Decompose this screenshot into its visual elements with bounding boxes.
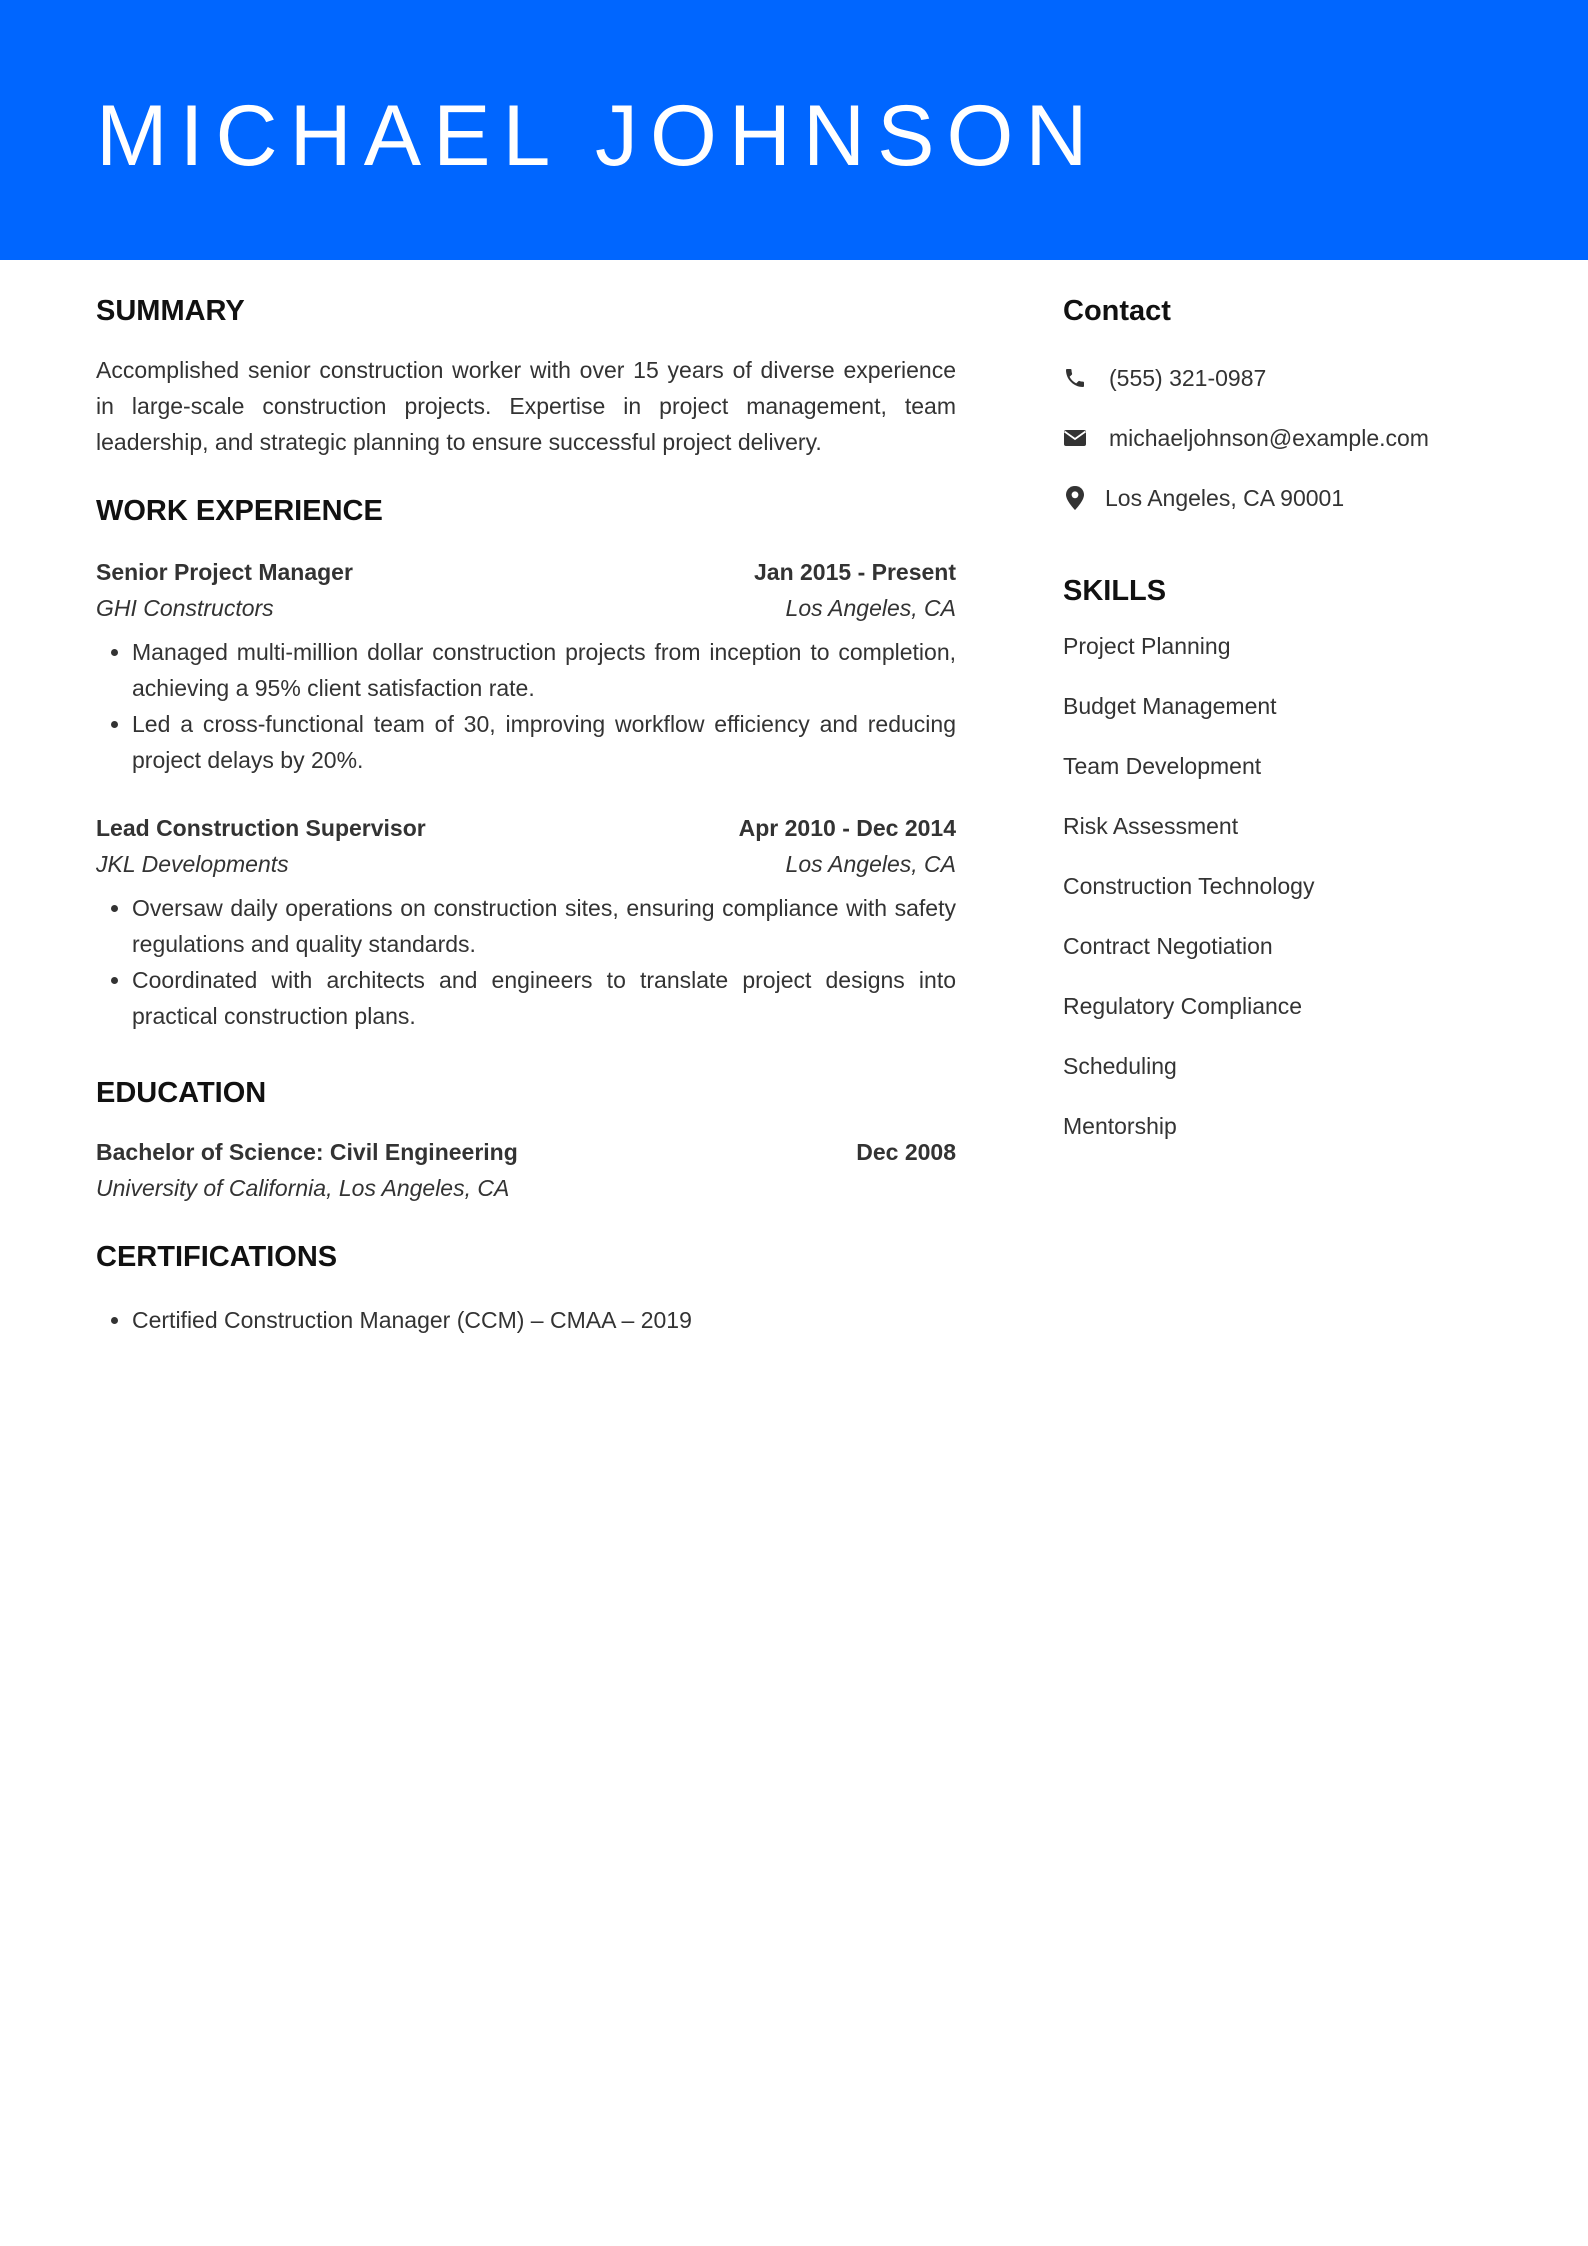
job-company: GHI Constructors bbox=[96, 595, 274, 621]
contact-heading: Contact bbox=[1063, 295, 1171, 327]
contact-email bbox=[1063, 420, 1503, 456]
job-bullet: • Oversaw daily operations on construction sites, ensuring compliance with safety regulations and quality standards. bbox=[132, 890, 956, 962]
skill-item: Scheduling bbox=[1063, 1053, 1177, 1079]
contact-phone-text: (555) 321-0987 bbox=[1109, 365, 1267, 391]
skill-item: Construction Technology bbox=[1063, 873, 1315, 899]
job-title: Lead Construction Supervisor bbox=[96, 815, 426, 841]
contact-location-text: Los Angeles, CA 90001 bbox=[1105, 485, 1345, 511]
job-entry bbox=[96, 554, 956, 778]
skill-item: Regulatory Compliance bbox=[1063, 993, 1303, 1019]
envelope-icon bbox=[1063, 426, 1087, 450]
education-school: University of California, Los Angeles, CA bbox=[96, 1175, 510, 1201]
job-title: Senior Project Manager bbox=[96, 559, 353, 585]
skill-item: Contract Negotiation bbox=[1063, 933, 1273, 959]
contact-location bbox=[1063, 480, 1503, 516]
certifications-heading: CERTIFICATIONS bbox=[96, 1241, 338, 1273]
phone-icon bbox=[1063, 366, 1087, 390]
summary-text: Accomplished senior construction worker with over 15 years of diverse experience in large-scale construction projects. Expertise in project management, team leadership, and strategic planning to ensure successful project delivery. bbox=[96, 357, 956, 455]
summary-heading: SUMMARY bbox=[96, 295, 245, 327]
job-entry bbox=[96, 810, 956, 1034]
certification-item: • Certified Construction Manager (CCM) – CMAA – 2019 bbox=[132, 1302, 956, 1338]
education-heading: EDUCATION bbox=[96, 1077, 267, 1109]
job-dates: Jan 2015 - Present bbox=[753, 559, 956, 585]
education-entry bbox=[96, 1134, 956, 1206]
header-banner bbox=[0, 0, 1588, 260]
skills-list bbox=[1063, 628, 1503, 1144]
candidate-name: MICHAEL JOHNSON bbox=[96, 88, 1100, 184]
job-bullets bbox=[96, 890, 956, 1034]
job-bullets bbox=[96, 634, 956, 778]
job-location: Los Angeles, CA bbox=[785, 851, 956, 877]
skill-item: Risk Assessment bbox=[1063, 813, 1239, 839]
skill-item: Team Development bbox=[1063, 753, 1262, 779]
contact-phone bbox=[1063, 360, 1503, 396]
job-bullet: • Led a cross-functional team of 30, improving workflow efficiency and reducing project delays by 20%. bbox=[132, 706, 956, 778]
job-dates: Apr 2010 - Dec 2014 bbox=[738, 815, 956, 841]
skill-item: Budget Management bbox=[1063, 693, 1277, 719]
skills-heading: SKILLS bbox=[1063, 575, 1167, 607]
main-column bbox=[96, 290, 956, 1338]
education-date: Dec 2008 bbox=[856, 1139, 956, 1165]
contact-email-text: michaeljohnson@example.com bbox=[1109, 425, 1429, 451]
contact-list bbox=[1063, 360, 1503, 516]
skill-item: Project Planning bbox=[1063, 633, 1231, 659]
education-degree: Bachelor of Science: Civil Engineering bbox=[96, 1139, 518, 1165]
job-company: JKL Developments bbox=[96, 851, 289, 877]
map-pin-icon bbox=[1063, 486, 1087, 510]
job-bullet: • Coordinated with architects and engineers to translate project designs into practical construction plans. bbox=[132, 962, 956, 1034]
certifications-list bbox=[96, 1302, 956, 1338]
work-experience-heading: WORK EXPERIENCE bbox=[96, 495, 383, 527]
sidebar-column bbox=[1063, 290, 1503, 1168]
job-bullet: • Managed multi-million dollar construction projects from inception to completion, achieving a 95% client satisfaction rate. bbox=[132, 634, 956, 706]
job-location: Los Angeles, CA bbox=[785, 595, 956, 621]
skill-item: Mentorship bbox=[1063, 1113, 1177, 1139]
